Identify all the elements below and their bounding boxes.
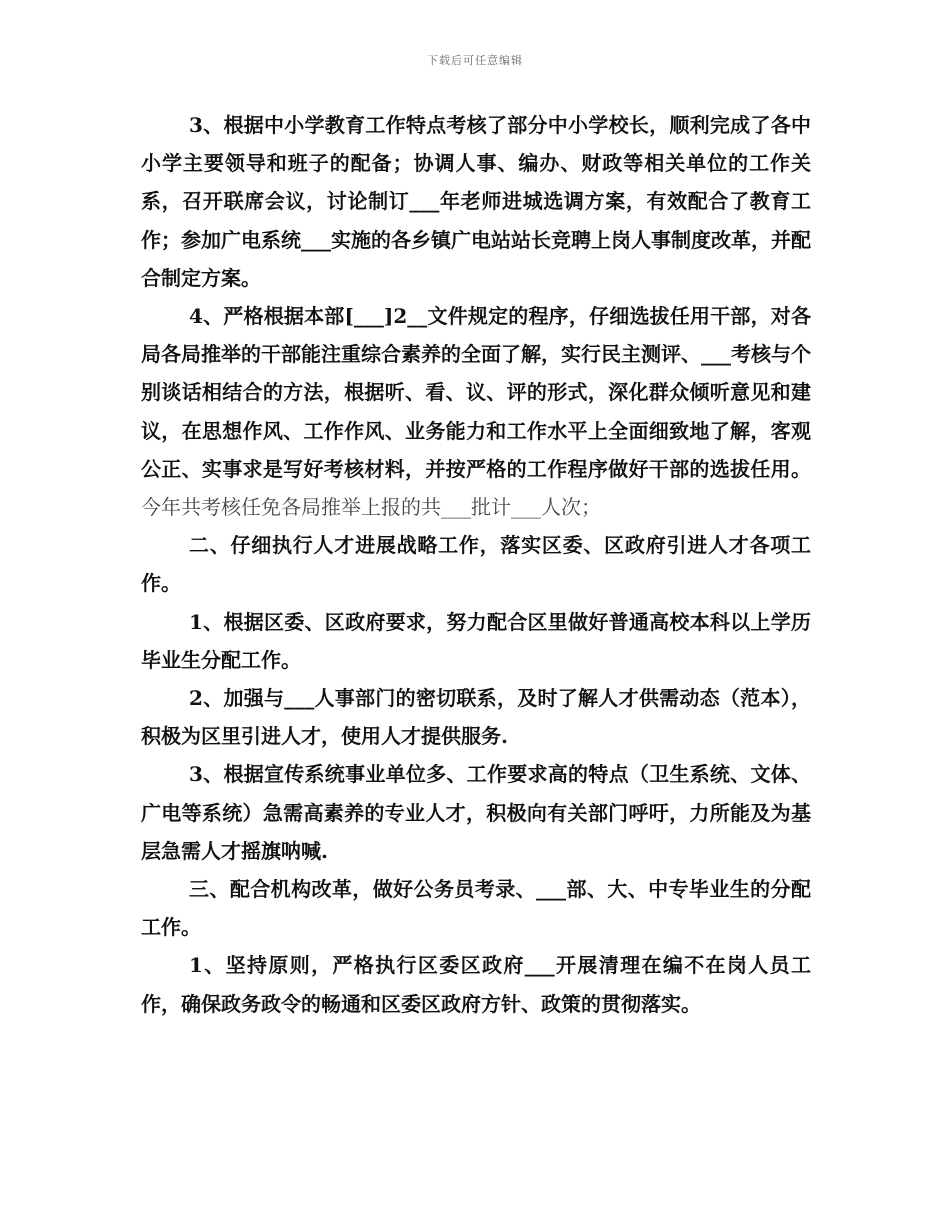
paragraph-1-principles bbox=[141, 946, 811, 1022]
page-header-note: 下载后可任意编辑 bbox=[427, 54, 523, 67]
paragraph-text: 三、配合机构改革，做好公务员考录、___部、大、中专毕业生的分配工作。 bbox=[141, 877, 811, 940]
paragraph-text: 3、根据中小学教育工作特点考核了部分中小学校长，顺利完成了各中小学主要领导和班子的配备；协调人事、编办、财政等相关单位的工作关系，召开联席会议，讨论制订___年老师进城选调方案，有效配合了教育工作；参加广电系统___实施的各乡镇广电站站长竞聘上岗人事制度改革，并配合制定方案。 bbox=[141, 113, 811, 290]
section-2-heading bbox=[141, 526, 811, 602]
paragraph-light-text: 今年共考核任免各局推举上报的共___批计___人次； bbox=[141, 495, 601, 520]
paragraph-text: 1、根据区委、区政府要求，努力配合区里做好普通高校本科以上学历毕业生分配工作。 bbox=[141, 609, 811, 672]
paragraph-text: 2、加强与___人事部门的密切联系，及时了解人才供需动态（范本），积极为区里引进人才，使用人才提供服务. bbox=[141, 686, 811, 749]
paragraph-4-cadre-selection bbox=[141, 297, 811, 526]
document-body bbox=[141, 106, 811, 1023]
paragraph-text: 3、根据宣传系统事业单位多、工作要求高的特点（卫生系统、文体、广电等系统）急需高素养的专业人才，积极向有关部门呼吁，力所能及为基层急需人才摇旗呐喊. bbox=[141, 762, 811, 863]
paragraph-text: 4、严格根据本部[___]2__文件规定的程序，仔细选拔任用干部，对各局各局推举的干部能注重综合素养的全面了解，实行民主测评、___考核与个别谈话相结合的方法，根据听、看、议、评的形式，深化群众倾听意见和建议，在思想作风、工作作风、业务能力和工作水平上全面细致地了解，客观公正、实事求是写好考核材料，并按严格的工作程序做好干部的选拔任用。 bbox=[141, 304, 811, 481]
paragraph-text: 1、坚持原则，严格执行区委区政府___开展清理在编不在岗人员工作，确保政务政令的畅通和区委区政府方针、政策的贯彻落实。 bbox=[141, 953, 811, 1016]
paragraph-text: 二、仔细执行人才进展战略工作，落实区委、区政府引进人才各项工作。 bbox=[141, 533, 811, 596]
paragraph-3-principals bbox=[141, 106, 811, 297]
paragraph-3-talent bbox=[141, 755, 811, 870]
section-3-heading bbox=[141, 870, 811, 946]
paragraph-2-liaison bbox=[141, 679, 811, 755]
paragraph-1-graduates bbox=[141, 603, 811, 679]
